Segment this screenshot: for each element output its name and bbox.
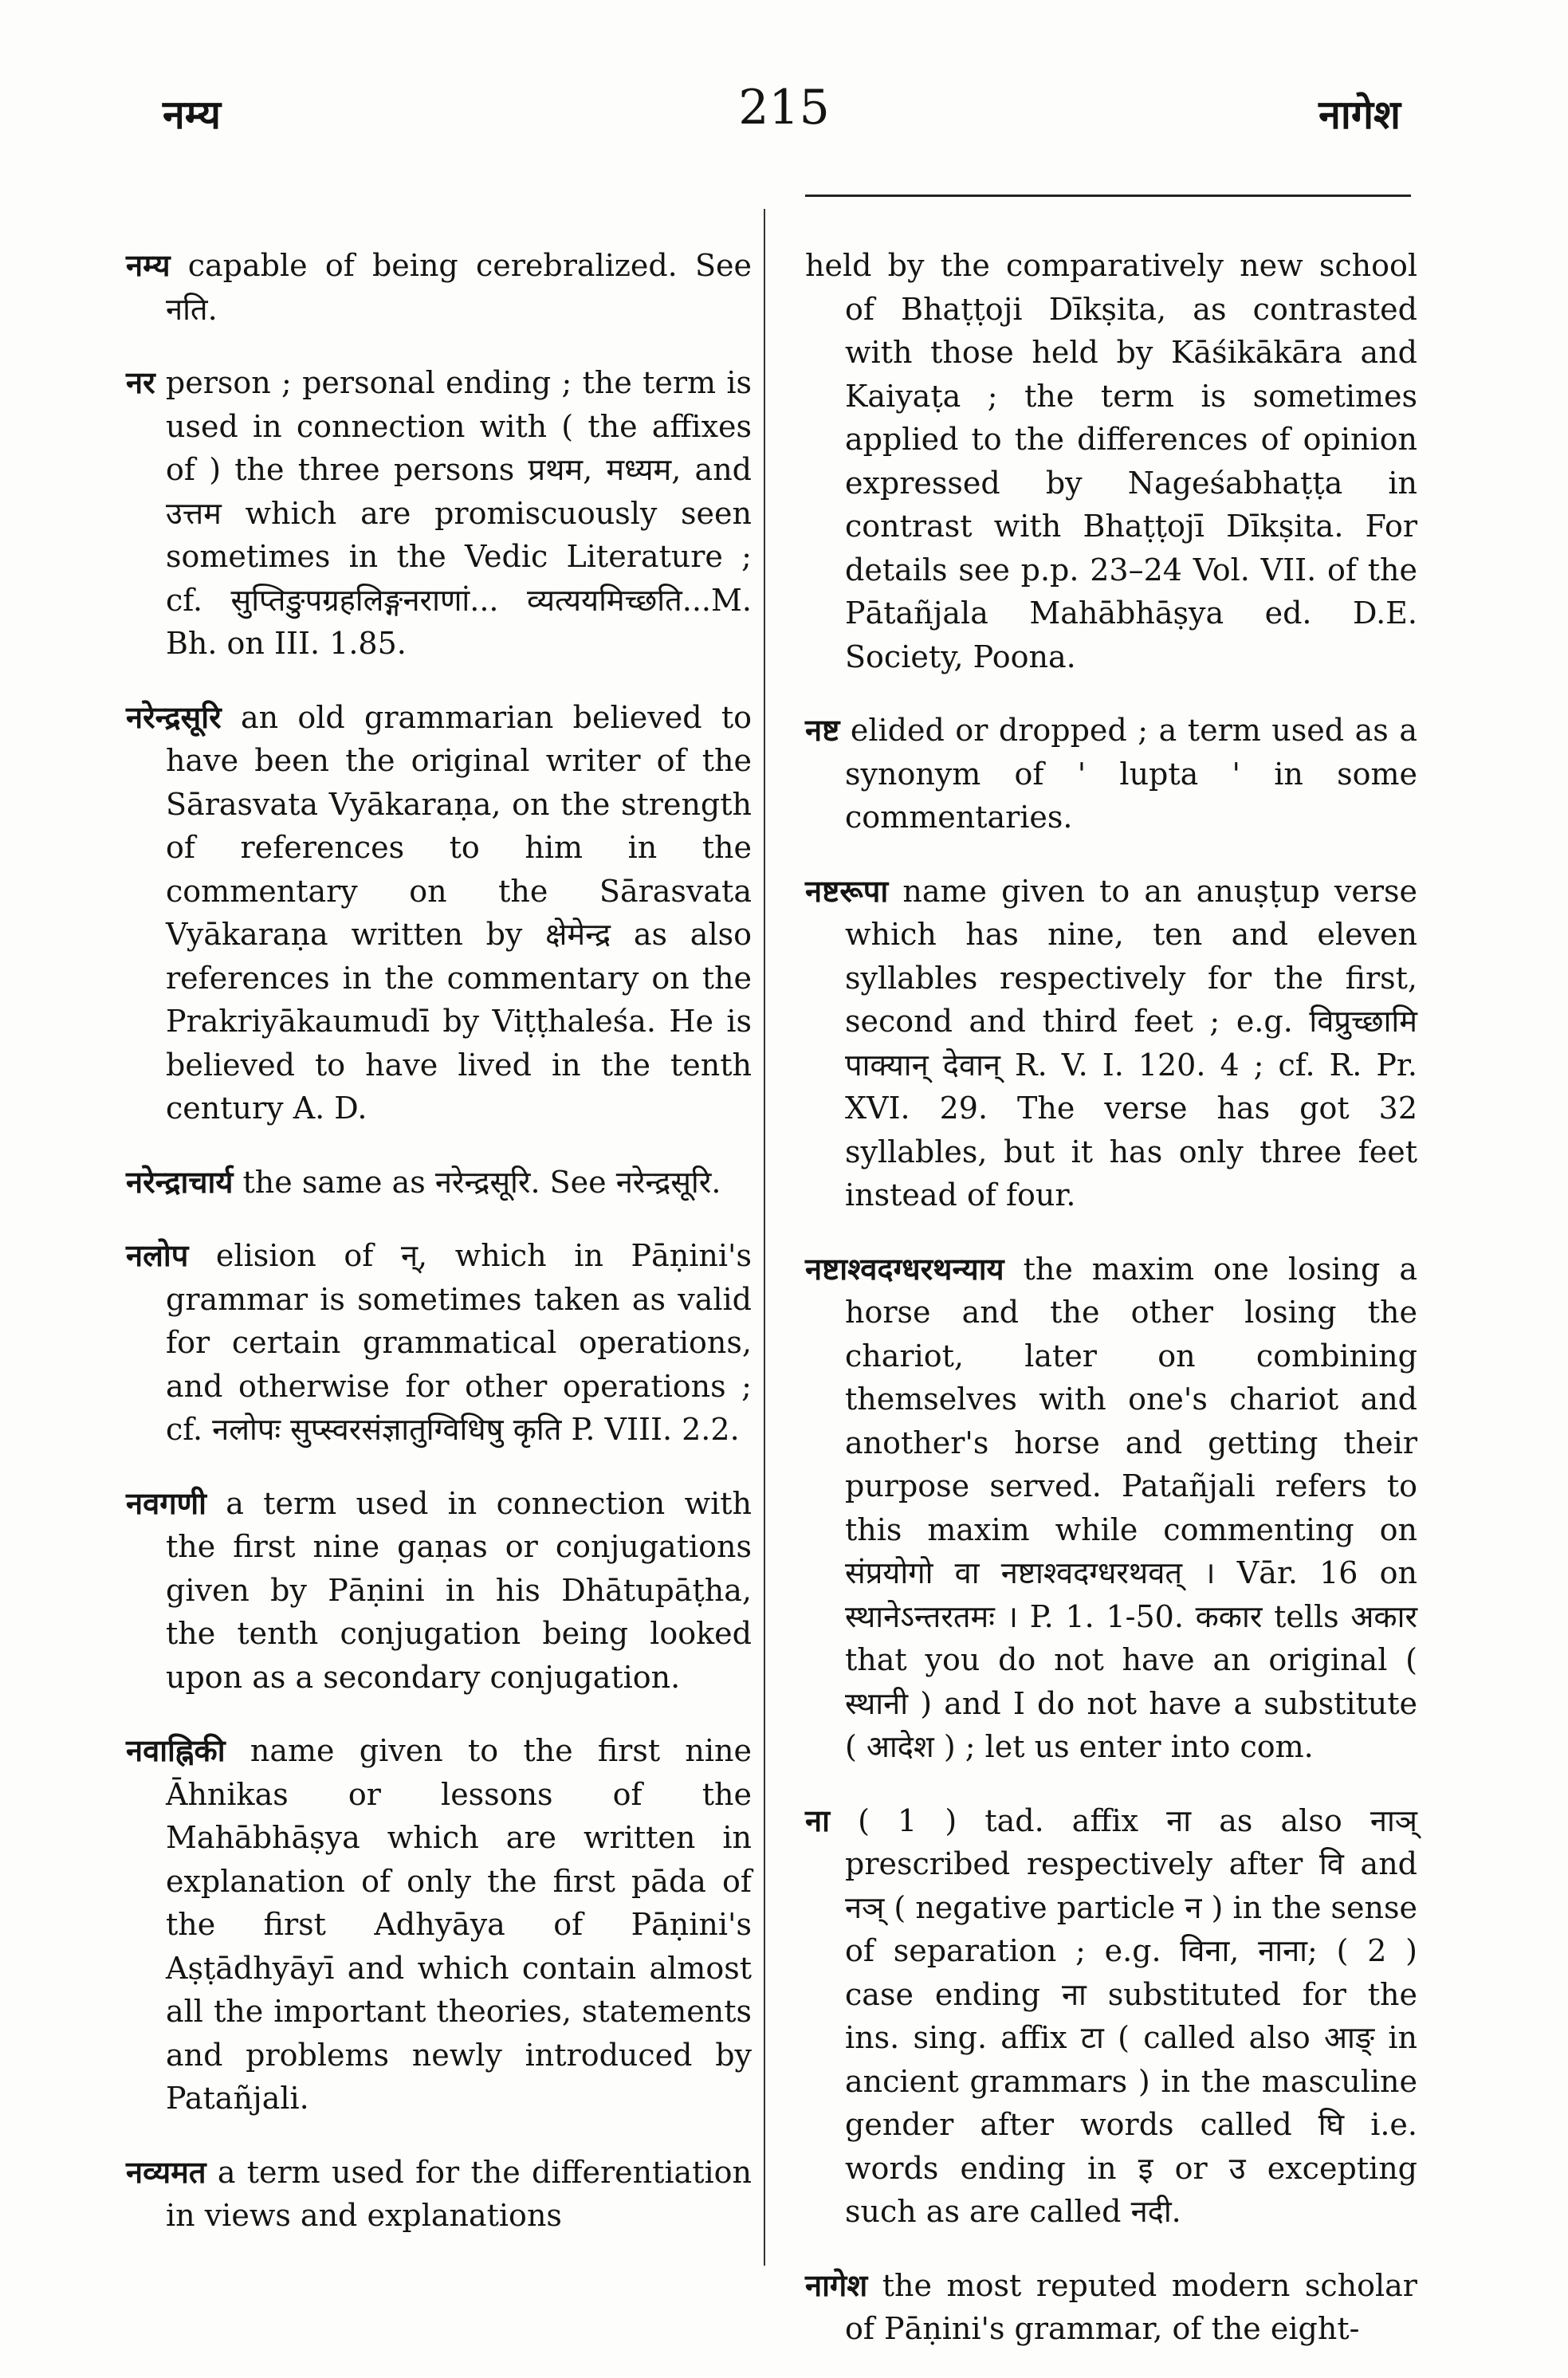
- entry-headword: नष्ट: [805, 712, 840, 748]
- entry-headword: नव्यमत: [126, 2153, 206, 2190]
- entry-text: a term used in connection with the first nine gaṇas or conjugations given by Pāṇini in his Dhātupāṭha, the tenth conjugation being looked upon as a secondary conjugation.: [166, 1485, 752, 1695]
- entry-headword: नष्टाश्वदग्धरथन्याय: [805, 1250, 1004, 1287]
- entry-text: the maxim one losing a horse and the other losing the chariot, later on combining themselves with one's chariot and another's horse and getting their purpose served. Patañjali refers to this maxim while commenting on संप्रयोगो वा नष्टाश्वदग्धरथवत् । Vār. 16 on स्थानेऽन्तरतमः । P. 1. 1-50. ककार tells अकार that you do not have an original ( स्थानी ) and I do not have a substitute ( आदेश ) ; let us enter into com.: [845, 1251, 1417, 1764]
- entry-headword: नागेश: [805, 2266, 868, 2303]
- header-rule: [805, 195, 1411, 197]
- entry-text: an old grammarian believed to have been the original writer of the Sārasvata Vyākaraṇa, on the strength of references to him in the commentary on the Sārasvata Vyākaraṇa written by क्षेमेन्द्र as also references in the commentary on the Prakriyākaumudī by Viṭṭhaleśa. He is believed to have lived in the tenth century A. D.: [166, 699, 752, 1126]
- header-right-word: नागेश: [1318, 91, 1401, 138]
- entry-headword: नलोप: [126, 1237, 189, 1273]
- entry-text: elided or dropped ; a term used as a synonym of ' lupta ' in some commentaries.: [845, 713, 1417, 835]
- entry-text: name given to the first nine Āhnikas or lessons of the Mahābhāṣya which are written in explanation of only the first pāda of the first Adhyāya of Pāṇini's Aṣṭādhyāyī and which contain almost all the important theories, statements and problems newly introduced by Patañjali.: [166, 1733, 752, 2116]
- entry-headword: नवाह्निकी: [126, 1732, 226, 1768]
- dictionary-entry: [126, 1161, 752, 1205]
- entry-headword: नम्य: [126, 247, 171, 283]
- entry-headword: नर: [126, 364, 155, 400]
- right-column: [805, 214, 1417, 2378]
- column-divider: [764, 209, 765, 2266]
- dictionary-entry: [805, 709, 1417, 839]
- dictionary-entry: [805, 2264, 1417, 2351]
- entry-text: the most reputed modern scholar of Pāṇini's grammar, of the eight-: [845, 2267, 1417, 2346]
- entry-text: the same as नरेन्द्रसूरि. See नरेन्द्रसूरि.: [242, 1164, 721, 1200]
- dictionary-entry-continued: [805, 244, 1417, 678]
- dictionary-entry: [126, 1729, 752, 2121]
- entry-headword: नवगणी: [126, 1484, 206, 1521]
- left-column: [126, 214, 752, 2265]
- dictionary-entry: [126, 696, 752, 1130]
- dictionary-entry: [126, 1234, 752, 1452]
- entry-headword: ना: [805, 1802, 830, 1838]
- entry-text: held by the comparatively new school of Bhaṭṭoji Dīkṣita, as contrasted with those held by Kāśikākāra and Kaiyaṭa ; the term is sometimes applied to the differences of opinion expressed by Nageśabhaṭṭa in contrast with Bhaṭṭojī Dīkṣita. For details see p.p. 23–24 Vol. VII. of the Pātañjala Mahābhāṣya ed. D.E. Society, Poona.: [805, 248, 1417, 674]
- entry-text: ( 1 ) tad. affix ना as also नाञ् prescribed respectively after वि and नञ् ( negative particle न ) in the sense of separation ; e.g. विना, नाना; ( 2 ) case ending ना substituted for the ins. sing. affix टा ( called also आङ् in ancient grammars ) in the masculine gender after words called घि i.e. words ending in इ or उ excepting such as are called नदी.: [845, 1802, 1417, 2229]
- entry-headword: नष्टरूपा: [805, 872, 889, 909]
- entry-text: elision of न्, which in Pāṇini's grammar is sometimes taken as valid for certain grammatical operations, and otherwise for other operations ; cf. नलोपः सुप्स्वरसंज्ञातुग्विधिषु कृति P. VIII. 2.2.: [166, 1238, 752, 1447]
- dictionary-entry: [126, 2151, 752, 2238]
- entry-headword: नरेन्द्रसूरि: [126, 698, 222, 735]
- dictionary-entry: [126, 361, 752, 666]
- dictionary-entry: [126, 1482, 752, 1700]
- dictionary-entry: [126, 244, 752, 331]
- dictionary-entry: [805, 1248, 1417, 1769]
- entry-text: name given to an anuṣṭup verse which has nine, ten and eleven syllables respectively for the first, second and third feet ; e.g. विप्रुच्छामि पाक्यान् देवान् R. V. I. 120. 4 ; cf. R. Pr. XVI. 29. The verse has got 32 syllables, but it has only three feet instead of four.: [845, 873, 1417, 1213]
- entry-text: capable of being cerebralized. See नति.: [166, 248, 752, 327]
- dictionary-entry: [805, 870, 1417, 1217]
- entry-text: a term used for the differentiation in views and explanations: [166, 2154, 752, 2233]
- header-left-word: नम्य: [163, 91, 221, 138]
- entry-text: person ; personal ending ; the term is used in connection with ( the affixes of ) the three persons प्रथम, मध्यम, and उत्तम which are promiscuously seen sometimes in the Vedic Literature ; cf. सुप्तिङुपग्रहलिङ्गनराणां... व्यत्ययमिच्छति...M. Bh. on III. 1.85.: [165, 365, 752, 661]
- dictionary-entry: [805, 1799, 1417, 2234]
- entry-headword: नरेन्द्राचार्य: [126, 1163, 234, 1200]
- page-number: 215: [738, 80, 830, 136]
